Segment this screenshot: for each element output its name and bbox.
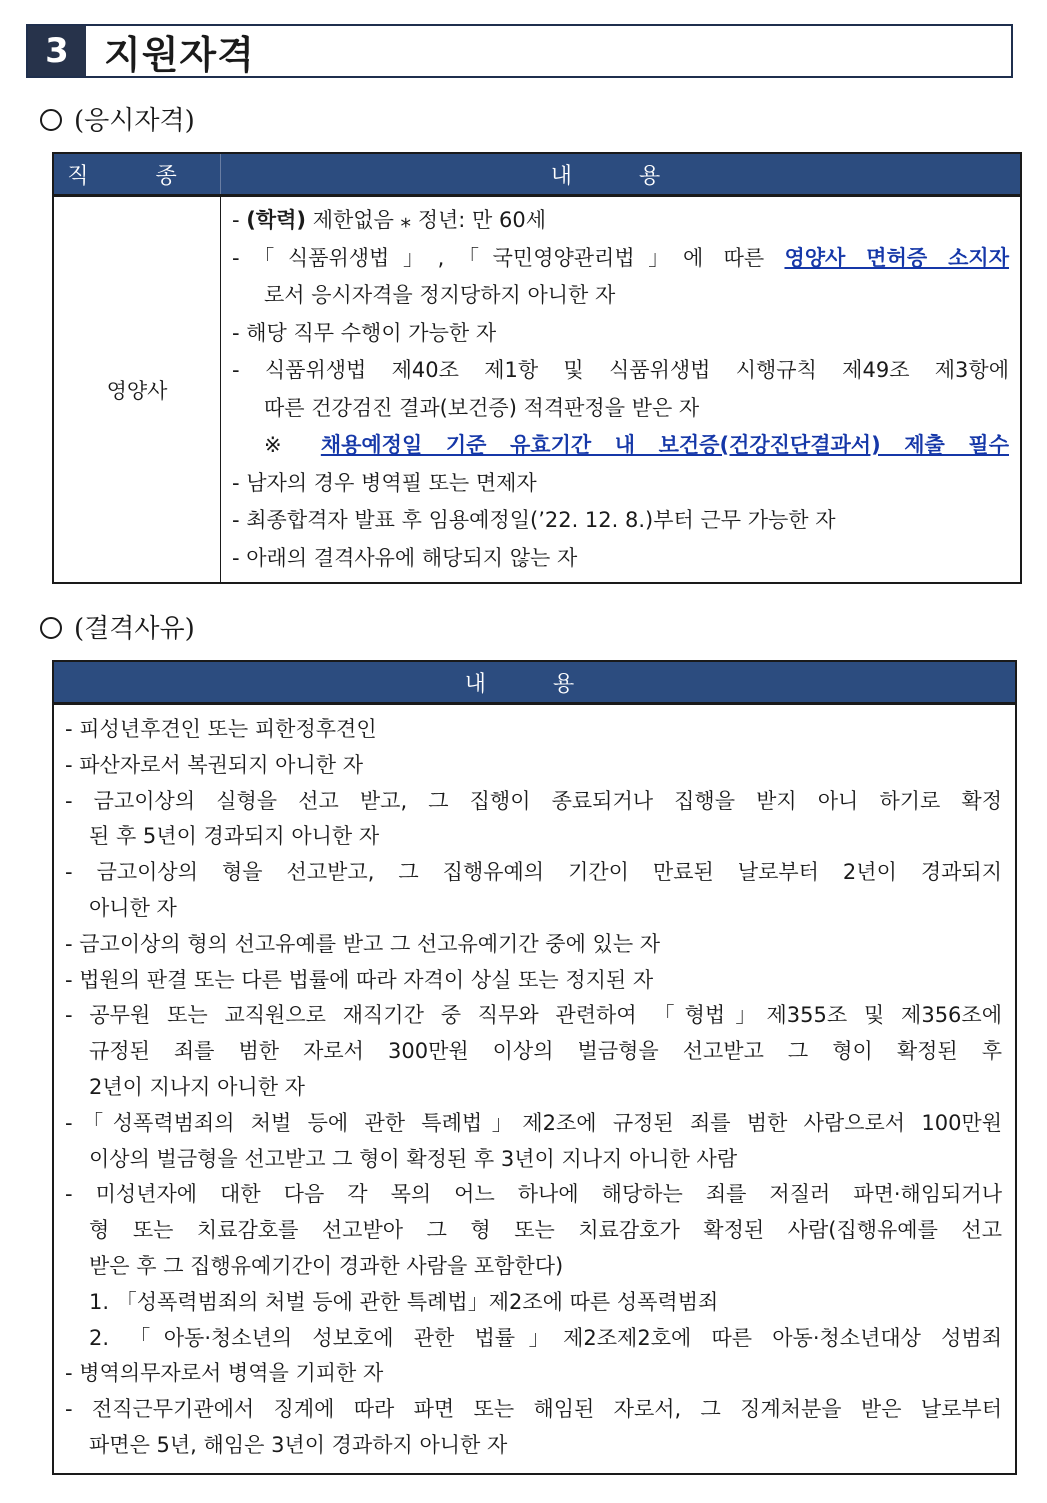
- health-cert-highlight: 채용예정일 기준 유효기간 내 보건증(건강진단결과서) 제출 필수: [320, 433, 1009, 457]
- list-item: - 아래의 결격사유에 해당되지 않는 자: [232, 545, 578, 570]
- list-item: - 병역의무자로서 병역을 기피한 자: [65, 1361, 384, 1386]
- list-item: 규정된 죄를 범한 자로서 300만원 이상의 벌금형을 선고받고 그 형이 확정된 후: [89, 1039, 1002, 1064]
- list-item: 된 후 5년이 경과되지 아니한 자: [89, 824, 380, 849]
- disqualification-heading-text: (결격사유): [74, 614, 195, 644]
- qualification-heading: [40, 100, 195, 137]
- disqualification-heading: [40, 608, 195, 645]
- list-item: - 식품위생법 제40조 제1항 및 식품위생법 시행규칙 제49조 제3항에: [232, 358, 1009, 382]
- table-row: [53, 196, 1021, 584]
- circle-bullet-icon: [40, 617, 62, 639]
- list-item: - (학력) 제한없음 ⁎ 정년: 만 60세: [232, 208, 547, 232]
- column-header-content: 내 용: [53, 661, 1016, 704]
- list-item: 따른 건강검진 결과(보건증) 적격판정을 받은 자: [264, 395, 700, 420]
- list-item: -「식품위생법」,「국민영양관리법」에 따른 영양사 면허증 소지자: [232, 245, 1009, 270]
- list-item: 형 또는 치료감호를 선고받아 그 형 또는 치료감호가 확정된 사람(집행유예를 선고: [89, 1218, 1002, 1243]
- list-item: - 해당 직무 수행이 가능한 자: [232, 320, 497, 345]
- list-item: - 남자의 경우 병역필 또는 면제자: [232, 470, 537, 495]
- circle-bullet-icon: [40, 109, 62, 131]
- table-header-row: [53, 153, 1021, 196]
- list-item: - 전직근무기관에서 징계에 따라 파면 또는 해임된 자로서, 그 징계처분을 받은 날로부터: [65, 1397, 1002, 1422]
- section-header: [26, 24, 1013, 78]
- list-item: - 파산자로서 복권되지 아니한 자: [65, 752, 363, 777]
- section-number: 3: [28, 26, 86, 76]
- list-item: - 금고이상의 형을 선고받고, 그 집행유예의 기간이 만료된 날로부터 2년이 경과되지: [65, 860, 1002, 885]
- list-item: 받은 후 그 집행유예기간이 경과한 사람을 포함한다): [89, 1253, 564, 1278]
- list-item: - 금고이상의 실형을 선고 받고, 그 집행이 종료되거나 집행을 받지 아니 하기로 확정: [65, 788, 1002, 813]
- list-item: - 공무원 또는 교직원으로 재직기간 중 직무와 관련하여 「형법」제355조 및 제356조에: [65, 1003, 1002, 1028]
- list-item: - 미성년자에 대한 다음 각 목의 어느 하나에 해당하는 죄를 저질러 파면·해임되거나: [65, 1182, 1002, 1207]
- list-item: 이상의 벌금형을 선고받고 그 형이 확정된 후 3년이 지나지 아니한 사람: [89, 1146, 738, 1171]
- list-item: -「성폭력범죄의 처벌 등에 관한 특례법」제2조에 규정된 죄를 범한 사람으로서 100만원: [65, 1110, 1002, 1135]
- list-item: ※ 채용예정일 기준 유효기간 내 보건증(건강진단결과서) 제출 필수: [264, 433, 1009, 457]
- list-item: 2년이 지나지 아니한 자: [89, 1074, 305, 1099]
- content-cell: [221, 196, 1022, 584]
- list-item: 로서 응시자격을 정지당하지 아니한 자: [264, 283, 616, 307]
- table-header-row: [53, 661, 1016, 704]
- column-header-job: 직 종: [53, 153, 221, 196]
- list-item: 아니한 자: [89, 895, 177, 920]
- disqualification-table: [52, 660, 1017, 1475]
- qualification-heading-text: (응시자격): [74, 106, 195, 136]
- job-type-cell: 영양사: [53, 196, 221, 584]
- table-row: [53, 704, 1016, 1474]
- qualification-table: [52, 152, 1022, 584]
- content-cell: [53, 704, 1016, 1474]
- list-item: 1. 「성폭력범죄의 처벌 등에 관한 특례법」제2조에 따른 성폭력범죄: [89, 1289, 719, 1314]
- list-item: 2. 「아동·청소년의 성보호에 관한 법률」제2조제2호에 따른 아동·청소년대상 성범죄: [89, 1325, 1002, 1350]
- column-header-content: 내 용: [221, 153, 1022, 196]
- list-item: - 법원의 판결 또는 다른 법률에 따라 자격이 상실 또는 정지된 자: [65, 967, 654, 992]
- list-item: - 금고이상의 형의 선고유예를 받고 그 선고유예기간 중에 있는 자: [65, 931, 661, 956]
- license-highlight: 영양사 면허증 소지자: [784, 245, 1009, 270]
- list-item: 파면은 5년, 해임은 3년이 경과하지 아니한 자: [89, 1432, 508, 1457]
- section-title: 지원자격: [104, 32, 255, 77]
- list-item: - 최종합격자 발표 후 임용예정일(’22. 12. 8.)부터 근무 가능한 자: [232, 508, 836, 532]
- list-item: - 피성년후견인 또는 피한정후견인: [65, 717, 377, 741]
